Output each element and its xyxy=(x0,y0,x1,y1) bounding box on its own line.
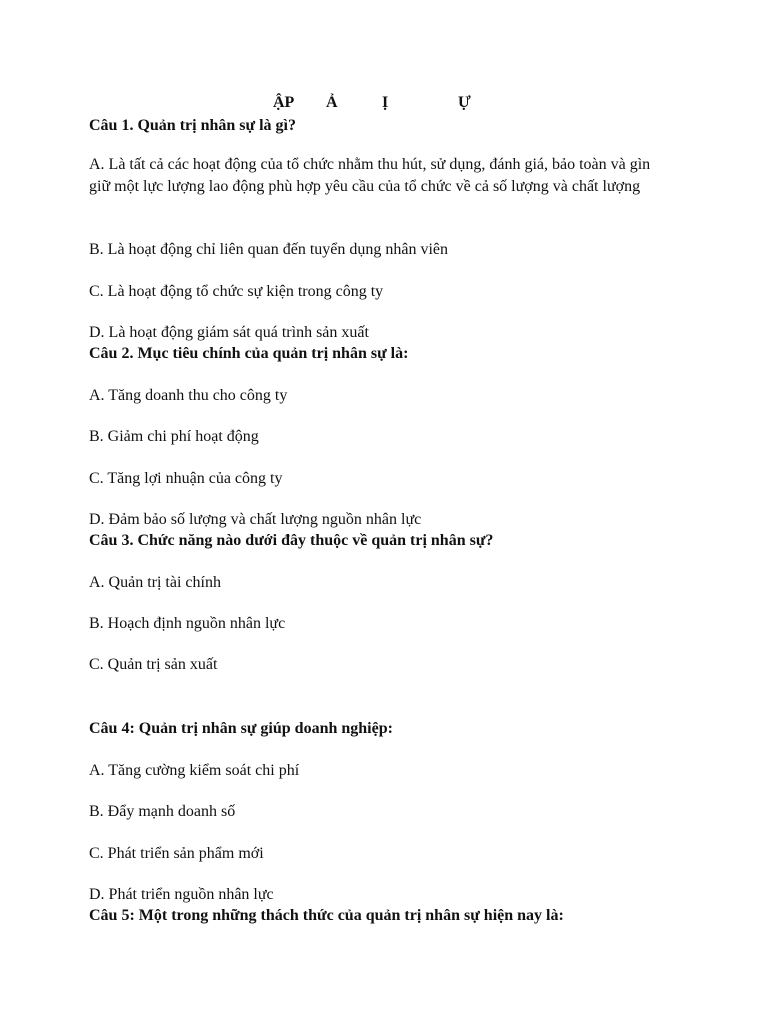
question-4: Câu 4: Quản trị nhân sự giúp doanh nghiệp: xyxy=(89,720,393,737)
question-3-option-b: B. Hoạch định nguồn nhân lực xyxy=(89,615,286,632)
document-title xyxy=(0,94,768,116)
question-2-option-b: B. Giảm chi phí hoạt động xyxy=(89,428,259,445)
title-part-2: Ả xyxy=(326,94,338,111)
question-3: Câu 3. Chức năng nào dưới đây thuộc về quản trị nhân sự? xyxy=(89,532,494,549)
question-1-option-c: C. Là hoạt động tổ chức sự kiện trong công ty xyxy=(89,283,384,300)
question-3-option-c: C. Quản trị sản xuất xyxy=(89,656,218,673)
question-1-option-b: B. Là hoạt động chỉ liên quan đến tuyển dụng nhân viên xyxy=(89,241,449,258)
question-1: Câu 1. Quản trị nhân sự là gì? xyxy=(89,117,296,134)
question-3-option-a: A. Quản trị tài chính xyxy=(89,574,221,591)
question-1-option-a: A. Là tất cả các hoạt động của tổ chức nhằm thu hút, sử dụng, đánh giá, bảo toàn và gìn giữ một lực lượng lao động phù hợp yêu cầu của tổ chức về cả số lượng và chất lượng xyxy=(89,156,651,195)
title-part-1: ẬP xyxy=(273,94,295,111)
title-part-4: Ự xyxy=(458,94,471,111)
question-2-option-d: D. Đảm bảo số lượng và chất lượng nguồn nhân lực xyxy=(89,511,422,528)
question-2-option-c: C. Tăng lợi nhuận của công ty xyxy=(89,470,283,487)
question-1-option-d: D. Là hoạt động giám sát quá trình sản xuất xyxy=(89,324,369,341)
question-4-option-a: A. Tăng cường kiểm soát chi phí xyxy=(89,762,300,779)
question-5: Câu 5: Một trong những thách thức của quản trị nhân sự hiện nay là: xyxy=(89,907,564,924)
question-4-option-b: B. Đẩy mạnh doanh số xyxy=(89,803,236,820)
question-2: Câu 2. Mục tiêu chính của quản trị nhân sự là: xyxy=(89,345,409,362)
question-4-option-d: D. Phát triển nguồn nhân lực xyxy=(89,886,274,903)
title-part-3: Ị xyxy=(382,94,389,111)
question-4-option-c: C. Phát triển sản phẩm mới xyxy=(89,845,264,862)
question-2-option-a: A. Tăng doanh thu cho công ty xyxy=(89,387,288,404)
